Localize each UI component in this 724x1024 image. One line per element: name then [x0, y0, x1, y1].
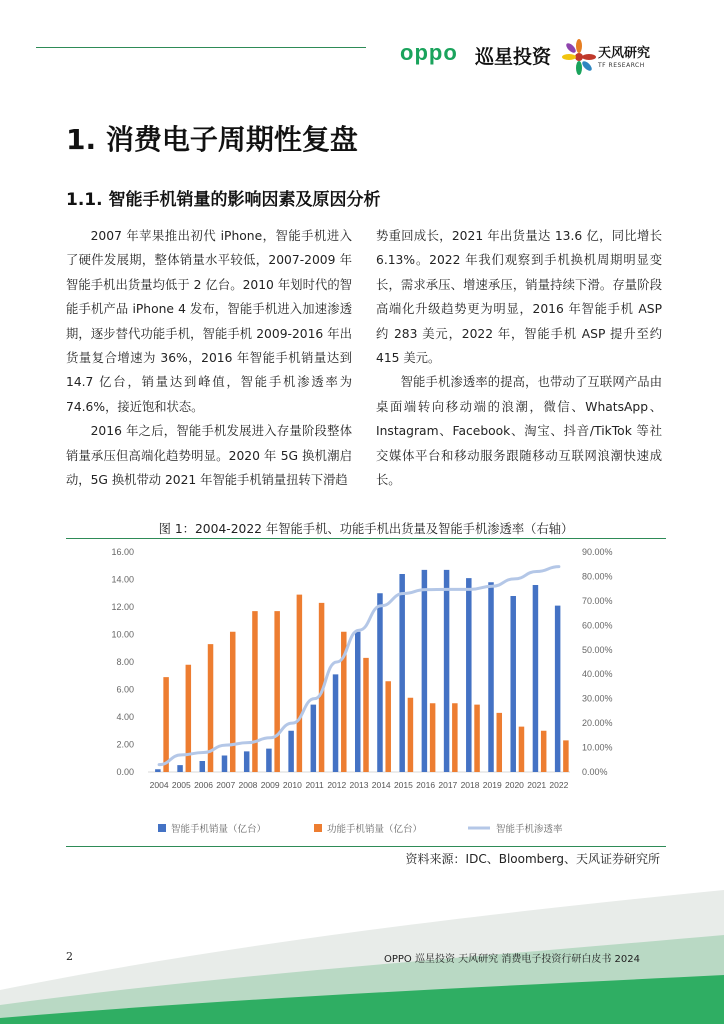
x-tick-label: 2021 [527, 780, 547, 790]
y-right-tick-label: 80.00% [582, 571, 613, 582]
feature-phone-bar [274, 611, 280, 772]
smart-phone-bar [533, 585, 539, 772]
y-right-tick-label: 10.00% [582, 742, 613, 753]
smart-phone-bar [355, 632, 361, 772]
y-left-tick-label: 10.00 [111, 629, 134, 640]
body-left-column [66, 224, 352, 492]
smart-phone-bar [155, 769, 161, 772]
paragraph: 2007 年苹果推出初代 iPhone，智能手机进入了硬件发展期，整体销量水平较低，2007-2009 年智能手机出货量均低于 2 亿台。2010 年划时代的智能手机产品 iPhone 4 发布，智能手机进入加速渗透期，逐步替代功能手机，智能手机 2009-2016 年出货量复合增速为 36%，2016 年智能手机销量达到 14.7 亿台，销量达到峰值，智能手机渗透率为 74.6%，接近饱和状态。 [66, 229, 352, 414]
paragraph: 2016 年之后，智能手机发展进入存量阶段整体销量承压但高端化趋势明显。2020 年 5G 换机潮启动，5G 换机带动 2021 年智能手机销量扭转下滑趋 [66, 424, 352, 488]
x-tick-label: 2014 [371, 780, 391, 790]
x-tick-label: 2015 [393, 780, 413, 790]
feature-phone-bar [408, 698, 414, 772]
xunxing-logo: 巡星投资 [475, 46, 552, 68]
figure-title: 图 1：2004-2022 年智能手机、功能手机出货量及智能手机渗透率（右轴） [158, 522, 574, 536]
y-right-tick-label: 90.00% [582, 547, 613, 557]
y-left-tick-label: 4.00 [116, 712, 134, 722]
feature-phone-bar [452, 703, 458, 772]
feature-phone-bar [430, 703, 436, 772]
section-title: 1. 消费电子周期性复盘 [66, 123, 358, 156]
feature-phone-bar [563, 740, 569, 772]
tf-research-sub: TF RESEARCH [598, 62, 645, 69]
x-tick-label: 2004 [149, 780, 169, 790]
x-tick-label: 2019 [482, 780, 502, 790]
feature-phone-bar [297, 595, 303, 772]
x-tick-label: 2005 [171, 780, 191, 790]
x-tick-label: 2012 [327, 780, 347, 790]
y-left-tick-label: 12.00 [111, 602, 134, 612]
y-left-tick-label: 16.00 [111, 547, 134, 557]
y-left-tick-label: 0.00 [116, 767, 134, 777]
x-tick-label: 2007 [216, 780, 236, 790]
feature-phone-bar [163, 677, 169, 772]
y-left-tick-label: 8.00 [116, 657, 134, 667]
legend-swatch-feature [314, 824, 322, 832]
x-tick-label: 2009 [260, 780, 280, 790]
page-number: 2 [66, 950, 73, 963]
smart-phone-bar [244, 751, 250, 772]
x-tick-label: 2006 [194, 780, 213, 790]
x-tick-label: 2008 [238, 780, 258, 790]
legend-label-feature: 功能手机销量（亿台） [327, 824, 423, 835]
feature-phone-bar [541, 731, 547, 772]
feature-phone-bar [474, 705, 480, 772]
x-tick-label: 2022 [549, 780, 569, 790]
feature-phone-bar [230, 632, 236, 772]
y-right-tick-label: 40.00% [582, 669, 613, 680]
feature-phone-bar [385, 681, 391, 772]
feature-phone-bar [497, 713, 503, 772]
paragraph: 势重回成长，2021 年出货量达 13.6 亿，同比增长 6.13%。2022 年我们观察到手机换机周期明显变长，需求承压、增速承压，销量持续下滑。存量阶段高端化升级趋势更为明显，2016 年智能手机 ASP 约 283 美元，2022 年，智能手机 ASP 提升至约 415 美元。 [376, 229, 662, 366]
smart-phone-bar [200, 761, 206, 772]
smart-phone-bar [399, 574, 405, 772]
y-left-tick-label: 2.00 [116, 739, 134, 750]
y-right-tick-label: 20.00% [582, 718, 613, 729]
y-left-tick-label: 6.00 [116, 684, 134, 695]
feature-phone-bar [363, 658, 369, 772]
figure-bottom-rule [66, 846, 666, 847]
footer-text: OPPO 巡星投资 天风研究 消费电子投资行研白皮书 2024 [384, 954, 640, 965]
smart-phone-bar [422, 570, 428, 772]
x-tick-label: 2020 [505, 780, 524, 790]
legend-label-smart: 智能手机销量（亿台） [171, 824, 267, 835]
y-right-tick-label: 70.00% [582, 595, 613, 606]
header-divider [36, 47, 366, 48]
smart-phone-bar [555, 606, 561, 772]
x-tick-label: 2018 [460, 780, 480, 790]
y-right-tick-label: 0.00% [582, 767, 608, 777]
x-tick-label: 2013 [349, 780, 369, 790]
y-right-tick-label: 60.00% [582, 620, 613, 631]
feature-phone-bar [519, 727, 525, 772]
legend-label-penetration: 智能手机渗透率 [496, 824, 563, 835]
paragraph: 智能手机渗透率的提高，也带动了互联网产品由桌面端转向移动端的浪潮，微信、WhatsApp、Instagram、Facebook、淘宝、抖音/TikTok 等社交媒体平台和移动服务跟随移动互联网浪潮快速成长。 [376, 375, 662, 488]
smart-phone-bar [311, 705, 317, 772]
figure-source: 资料来源：IDC、Bloomberg、天风证券研究所 [405, 852, 660, 866]
shipment-chart [66, 538, 666, 846]
x-tick-label: 2011 [305, 780, 324, 790]
y-right-tick-label: 30.00% [582, 693, 613, 704]
smart-phone-bar [288, 731, 294, 772]
smart-phone-bar [510, 596, 516, 772]
smart-phone-bar [333, 674, 339, 772]
x-tick-label: 2010 [282, 780, 302, 790]
legend-swatch-smart [158, 824, 166, 832]
tf-research-logo: 天风研究 [598, 46, 651, 61]
smart-phone-bar [177, 765, 183, 772]
smart-phone-bar [377, 593, 383, 772]
smart-phone-bar [466, 578, 472, 772]
smart-phone-bar [488, 582, 494, 772]
tf-logo-icon [562, 38, 596, 76]
smart-phone-bar [222, 756, 228, 773]
oppo-logo: oppo [400, 40, 458, 65]
feature-phone-bar [252, 611, 258, 772]
subsection-title: 1.1. 智能手机销量的影响因素及原因分析 [66, 190, 381, 210]
x-tick-label: 2017 [438, 780, 458, 790]
x-tick-label: 2016 [416, 780, 436, 790]
y-left-tick-label: 14.00 [111, 574, 134, 585]
smart-phone-bar [444, 570, 450, 772]
y-right-tick-label: 50.00% [582, 644, 613, 655]
body-right-column [376, 224, 662, 492]
smart-phone-bar [266, 749, 272, 772]
